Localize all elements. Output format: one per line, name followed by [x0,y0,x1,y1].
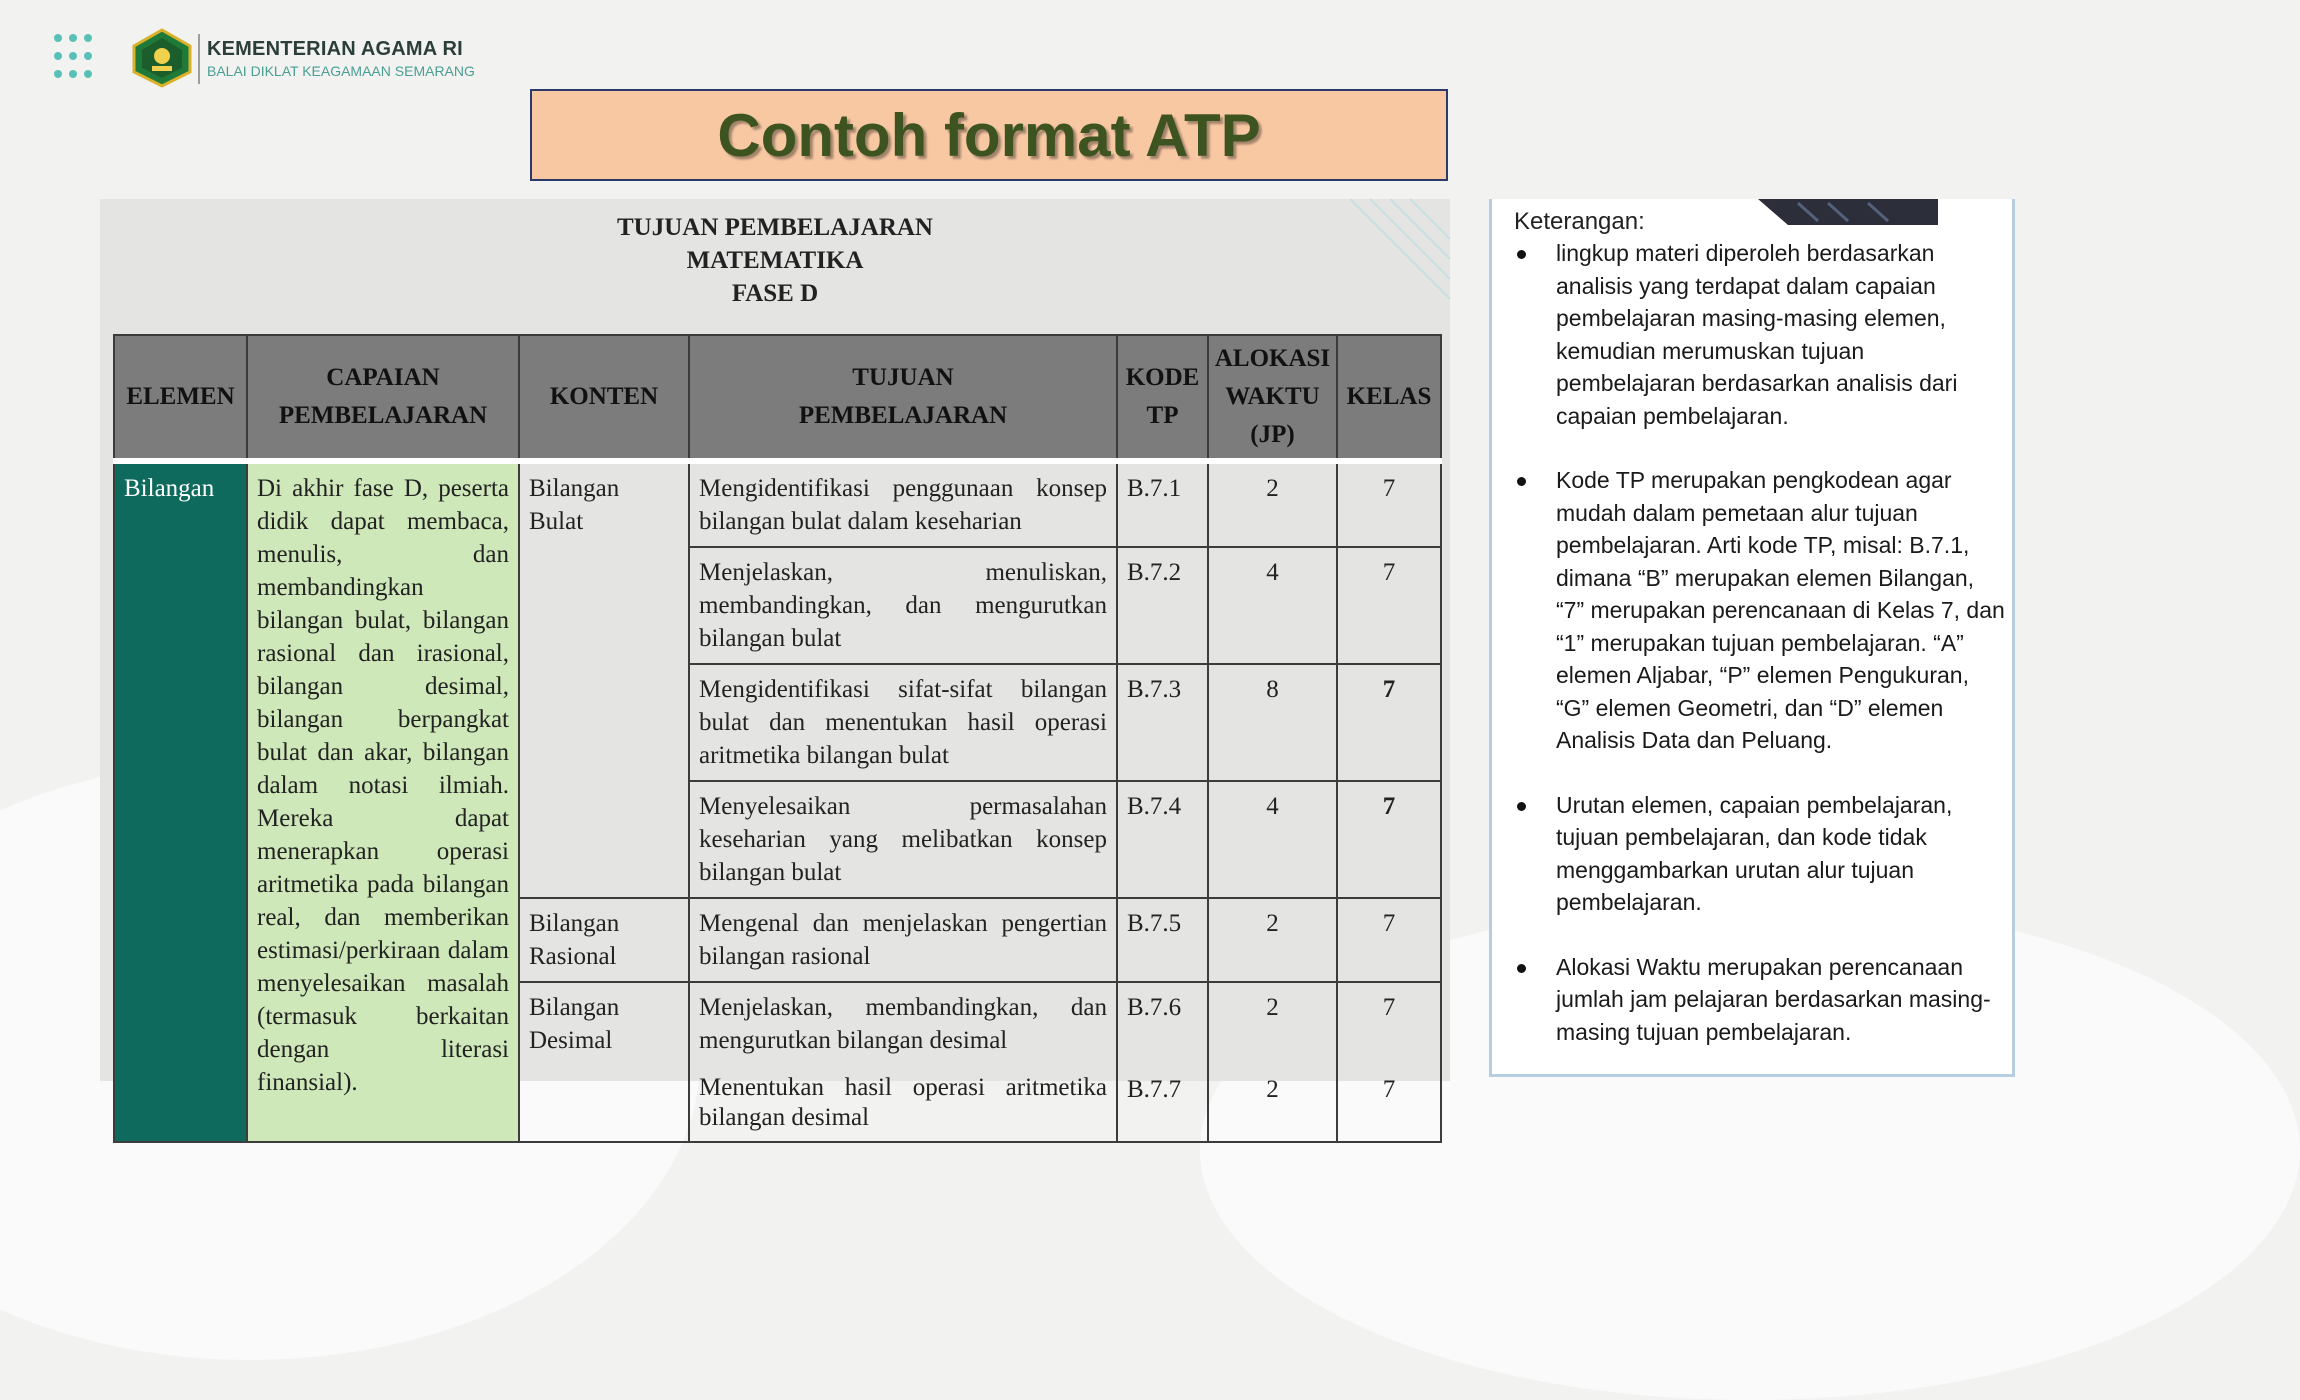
kelas-cell: 7 [1337,1065,1441,1142]
dot-grid-icon[interactable] [54,34,94,82]
header-divider [198,34,200,84]
tujuan-cell: Mengidentifikasi sifat-sifat bilangan bulat dan menentukan hasil operasi aritmetika bilangan bulat [689,664,1117,781]
header-alokasi: ALOKASI WAKTU (JP) [1208,335,1337,461]
kode-cell: B.7.4 [1117,781,1208,898]
slide-title: Contoh format ATP [717,101,1261,169]
notes-title: Keterangan: [1514,208,1645,235]
table-row [114,461,1441,547]
jp-cell: 2 [1208,1065,1337,1142]
kemenag-emblem-icon [130,28,194,88]
bullet-icon [1517,802,1526,811]
jp-cell: 4 [1208,547,1337,664]
jp-cell: 2 [1208,461,1337,547]
atp-table [113,334,1442,1143]
notes-panel [1489,199,2015,1077]
header-capaian: CAPAIAN PEMBELAJARAN [247,335,519,461]
kode-cell: B.7.2 [1117,547,1208,664]
bullet-icon [1517,964,1526,973]
elemen-cell: Bilangan [114,461,247,1142]
konten-cell: Bilangan Bulat [519,461,689,898]
notes-list [1514,237,2006,1080]
bullet-icon [1517,477,1526,486]
kode-cell: B.7.1 [1117,461,1208,547]
kelas-cell: 7 [1337,781,1441,898]
org-subtitle: BALAI DIKLAT KEAGAMAAN SEMARANG [207,63,475,79]
kelas-cell: 7 [1337,461,1441,547]
list-item: Alokasi Waktu merupakan perencanaan jumlah jam pelajaran berdasarkan masing-masing tujuan pembelajaran. [1514,951,2006,1049]
list-item: Kode TP merupakan pengkodean agar mudah dalam pemetaan alur tujuan pembelajaran. Arti kode TP, misal: B.7.1, dimana “B” merupakan elemen Bilangan, “7” merupakan perencanaan di Kelas 7, dan “1” merupakan tujuan pembelajaran. “A” elemen Aljabar, “P” elemen Pengukuran, “G” elemen Geometri, dan “D” elemen Analisis Data dan Peluang. [1514,464,2006,757]
tujuan-cell: Mengenal dan menjelaskan pengertian bilangan rasional [689,898,1117,982]
konten-cell: Bilangan Desimal [519,982,689,1142]
tujuan-cell: Menyelesaikan permasalahan keseharian yang melibatkan konsep bilangan bulat [689,781,1117,898]
document-title [100,211,1450,310]
kode-cell: B.7.6 [1117,982,1208,1065]
kode-cell: B.7.7 [1117,1065,1208,1142]
decorative-graphic [1758,199,1938,229]
slide-title-box [530,89,1448,181]
tujuan-cell: Mengidentifikasi penggunaan konsep bilangan bulat dalam keseharian [689,461,1117,547]
jp-cell: 4 [1208,781,1337,898]
list-item: lingkup materi diperoleh berdasarkan analisis yang terdapat dalam capaian pembelajaran masing-masing elemen, kemudian merumuskan tujuan pembelajaran berdasarkan analisis dari capaian pembelajaran. [1514,237,2006,432]
kelas-cell: 7 [1337,982,1441,1065]
konten-cell: Bilangan Rasional [519,898,689,982]
document-title-line: TUJUAN PEMBELAJARAN [617,214,933,241]
jp-cell: 8 [1208,664,1337,781]
tujuan-cell: Menjelaskan, menuliskan, membandingkan, dan mengurutkan bilangan bulat [689,547,1117,664]
bullet-icon [1517,250,1526,259]
atp-document [100,199,1450,1131]
jp-cell: 2 [1208,982,1337,1065]
header-tujuan: TUJUAN PEMBELAJARAN [689,335,1117,461]
header-kelas: KELAS [1337,335,1441,461]
document-title-line: FASE D [731,280,819,307]
org-name: KEMENTERIAN AGAMA RI [207,38,463,60]
document-title-line: MATEMATIKA [686,247,864,274]
tujuan-cell: Menentukan hasil operasi aritmetika bilangan desimal [689,1065,1117,1142]
kode-cell: B.7.3 [1117,664,1208,781]
kelas-cell: 7 [1337,664,1441,781]
capaian-cell: Di akhir fase D, peserta didik dapat membaca, menulis, dan membandingkan bilangan bulat, bilangan rasional dan irasional, bilangan desimal, bilangan berpangkat bulat dan akar, bilangan dalam notasi ilmiah. Mereka dapat menerapkan operasi aritmetika pada bilangan real, dan memberikan estimasi/perkiraan dalam menyelesaikan masalah (termasuk berkaitan dengan literasi finansial). [247,461,519,1142]
kelas-cell: 7 [1337,898,1441,982]
tujuan-cell: Menjelaskan, membandingkan, dan mengurutkan bilangan desimal [689,982,1117,1065]
kode-cell: B.7.5 [1117,898,1208,982]
header-elemen: ELEMEN [114,335,247,461]
kelas-cell: 7 [1337,547,1441,664]
list-item: Urutan elemen, capaian pembelajaran, tujuan pembelajaran, dan kode tidak menggambarkan urutan alur tujuan pembelajaran. [1514,789,2006,919]
header-kode: KODE TP [1117,335,1208,461]
header-konten: KONTEN [519,335,689,461]
jp-cell: 2 [1208,898,1337,982]
